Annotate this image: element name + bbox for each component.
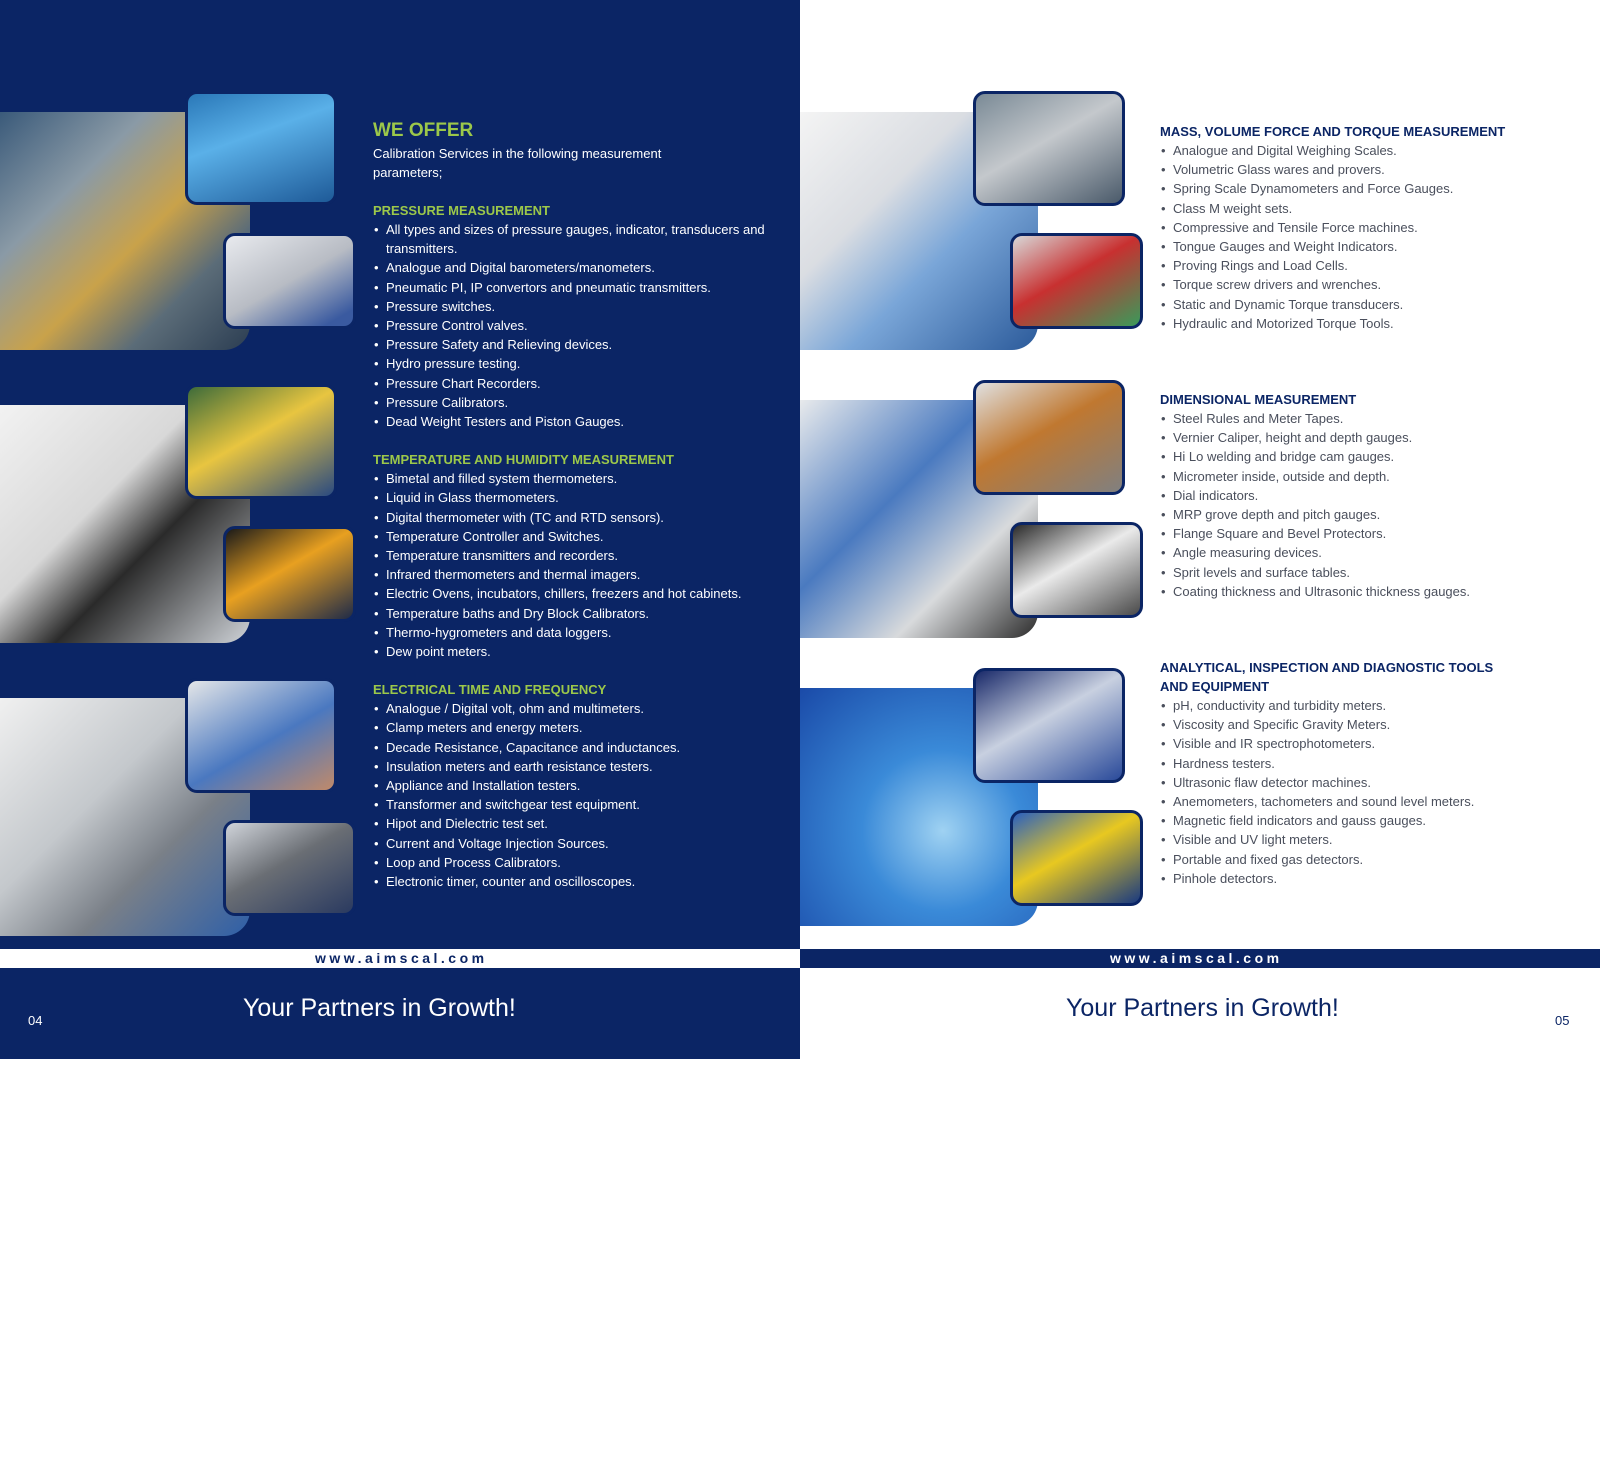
list-item: • Current and Voltage Injection Sources. [373, 834, 773, 853]
list-item: • Pressure Calibrators. [373, 393, 773, 412]
section-title-electrical: ELECTRICAL TIME AND FREQUENCY [373, 682, 607, 698]
engineer-photo [223, 820, 356, 916]
list-item: • All types and sizes of pressure gauges, indicator, transducers and transmitters. [373, 220, 773, 258]
list-item: • Hydraulic and Motorized Torque Tools. [1160, 314, 1580, 333]
list-item: • Insulation meters and earth resistance testers. [373, 757, 773, 776]
list-item: • Anemometers, tachometers and sound level meters. [1160, 792, 1580, 811]
tagline-left: Your Partners in Growth! [243, 994, 516, 1022]
list-item: • Liquid in Glass thermometers. [373, 488, 773, 507]
list-item: • MRP grove depth and pitch gauges. [1160, 505, 1580, 524]
list-item: • Micrometer inside, outside and depth. [1160, 467, 1580, 486]
list-item: • Transformer and switchgear test equipment. [373, 795, 773, 814]
electrical-list [373, 699, 773, 891]
list-item: • Electronic timer, counter and oscilloscopes. [373, 872, 773, 891]
list-item: • Temperature baths and Dry Block Calibrators. [373, 604, 773, 623]
pressure-gauge-photo [223, 233, 356, 329]
list-item: • Viscosity and Specific Gravity Meters. [1160, 715, 1580, 734]
dimensional-section [1160, 390, 1580, 601]
list-item: • Pressure Control valves. [373, 316, 773, 335]
list-item: • Visible and UV light meters. [1160, 830, 1580, 849]
list-item: • Analogue and Digital barometers/manometers. [373, 258, 773, 277]
analytical-list [1160, 696, 1580, 888]
temperature-list [373, 469, 773, 661]
website-url-right[interactable]: www.aimscal.com [1110, 950, 1283, 966]
list-item: • Coating thickness and Ultrasonic thickness gauges. [1160, 582, 1580, 601]
list-item: • Pressure Chart Recorders. [373, 374, 773, 393]
section-title-analytical: ANALYTICAL, INSPECTION AND DIAGNOSTIC TOOLS AND EQUIPMENT [1160, 660, 1494, 694]
torque-gauge-photo [1010, 233, 1143, 329]
list-item: • Pressure switches. [373, 297, 773, 316]
list-item: • Loop and Process Calibrators. [373, 853, 773, 872]
list-item: • Electric Ovens, incubators, chillers, freezers and hot cabinets. [373, 584, 773, 603]
mass-section [1160, 122, 1580, 333]
list-item: • Clamp meters and energy meters. [373, 718, 773, 737]
list-item: • Sprit levels and surface tables. [1160, 563, 1580, 582]
list-item: • Class M weight sets. [1160, 199, 1580, 218]
analyzer-photo [973, 668, 1125, 783]
flaw-detector-photo [1010, 810, 1143, 906]
list-item: • Ultrasonic flaw detector machines. [1160, 773, 1580, 792]
section-title-pressure: PRESSURE MEASUREMENT [373, 203, 550, 218]
analytical-section [1160, 658, 1520, 888]
list-item: • Vernier Caliper, height and depth gauges. [1160, 428, 1580, 447]
list-item: • Steel Rules and Meter Tapes. [1160, 409, 1580, 428]
list-item: • Thermo-hygrometers and data loggers. [373, 623, 773, 642]
list-item: • Compressive and Tensile Force machines. [1160, 218, 1580, 237]
list-item: • Dew point meters. [373, 642, 773, 661]
dimensional-list [1160, 409, 1580, 601]
list-item: • Infrared thermometers and thermal imagers. [373, 565, 773, 584]
list-item: • Hi Lo welding and bridge cam gauges. [1160, 447, 1580, 466]
list-item: • Dead Weight Testers and Piston Gauges. [373, 412, 773, 431]
page-number-right: 05 [1555, 1013, 1570, 1028]
page-number-left: 04 [28, 1013, 43, 1028]
list-item: • Pneumatic PI, IP convertors and pneumatic transmitters. [373, 278, 773, 297]
left-content [373, 120, 773, 891]
multimeter-photo [185, 384, 337, 499]
list-item: • Pinhole detectors. [1160, 869, 1580, 888]
list-item: • Decade Resistance, Capacitance and inductances. [373, 738, 773, 757]
list-item: • Digital thermometer with (TC and RTD sensors). [373, 508, 773, 527]
mass-list [1160, 141, 1580, 333]
list-item: • Torque screw drivers and wrenches. [1160, 275, 1580, 294]
list-item: • Visible and IR spectrophotometers. [1160, 734, 1580, 753]
list-item: • Analogue / Digital volt, ohm and multimeters. [373, 699, 773, 718]
offer-subtitle: Calibration Services in the following measurement parameters; [373, 146, 662, 180]
list-item: • Analogue and Digital Weighing Scales. [1160, 141, 1580, 160]
list-item: • pH, conductivity and turbidity meters. [1160, 696, 1580, 715]
list-item: • Hardness testers. [1160, 754, 1580, 773]
caliper-photo [973, 380, 1125, 495]
offer-title: WE OFFER [373, 120, 474, 141]
pressure-list [373, 220, 773, 431]
list-item: • Proving Rings and Load Cells. [1160, 256, 1580, 275]
list-item: • Appliance and Installation testers. [373, 776, 773, 795]
list-item: • Temperature Controller and Switches. [373, 527, 773, 546]
list-item: • Flange Square and Bevel Protectors. [1160, 524, 1580, 543]
list-item: • Hydro pressure testing. [373, 354, 773, 373]
list-item: • Pressure Safety and Relieving devices. [373, 335, 773, 354]
list-item: • Volumetric Glass wares and provers. [1160, 160, 1580, 179]
section-title-dimensional: DIMENSIONAL MEASUREMENT [1160, 392, 1357, 407]
technician-photo [185, 678, 337, 793]
list-item: • Tongue Gauges and Weight Indicators. [1160, 237, 1580, 256]
sample-vial-label: FUV -0.5 [880, 1468, 922, 1480]
tagline-right: Your Partners in Growth! [1066, 994, 1339, 1022]
list-item: • Spring Scale Dynamometers and Force Gauges. [1160, 179, 1580, 198]
section-title-mass: MASS, VOLUME FORCE AND TORQUE MEASUREMENT [1160, 124, 1506, 139]
force-tester-photo [973, 91, 1125, 206]
list-item: • Angle measuring devices. [1160, 543, 1580, 562]
list-item: • Temperature transmitters and recorders. [373, 546, 773, 565]
list-item: • Portable and fixed gas detectors. [1160, 850, 1580, 869]
list-item: • Static and Dynamic Torque transducers. [1160, 295, 1580, 314]
thermal-imager-photo [223, 526, 356, 622]
section-title-temperature: TEMPERATURE AND HUMIDITY MEASUREMENT [373, 452, 674, 468]
list-item: • Dial indicators. [1160, 486, 1580, 505]
list-item: • Hipot and Dielectric test set. [373, 814, 773, 833]
blue-valve-photo [185, 91, 337, 205]
website-url-left[interactable]: www.aimscal.com [315, 950, 488, 966]
list-item: • Bimetal and filled system thermometers. [373, 469, 773, 488]
list-item: • Magnetic field indicators and gauss gauges. [1160, 811, 1580, 830]
micrometer-photo [1010, 522, 1143, 618]
